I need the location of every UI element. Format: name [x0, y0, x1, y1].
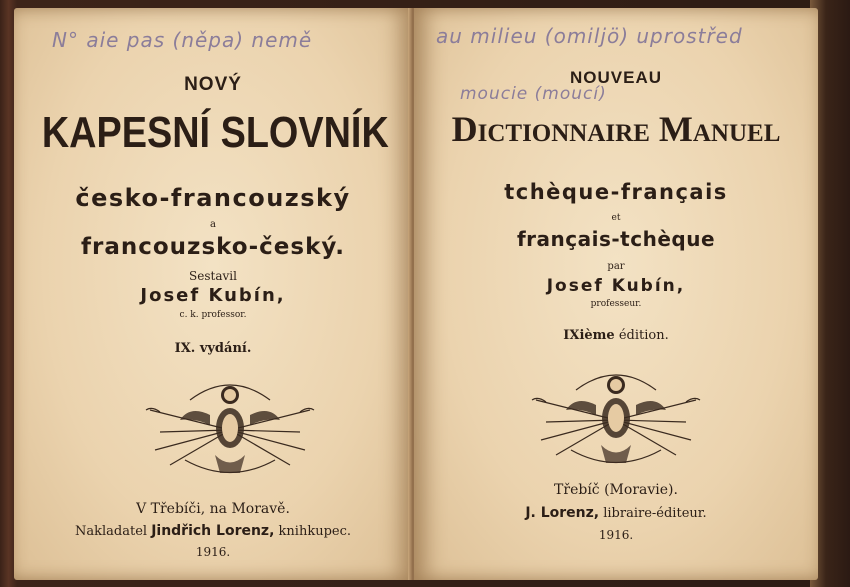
right-subtitle-2: français-tchèque: [516, 227, 716, 251]
right-title-main: Dictionnaire Manuel: [451, 109, 781, 149]
right-year: 1916.: [598, 528, 634, 542]
left-publisher-name: Jindřich Lorenz,: [151, 523, 275, 539]
right-conjunction: et: [611, 213, 621, 223]
left-cherub-ornament: [140, 370, 320, 480]
right-cherub-ornament: [526, 360, 706, 470]
right-edition: [414, 328, 818, 343]
right-subtitle-1: tchèque-français: [504, 180, 728, 204]
left-title-page: [14, 8, 412, 580]
right-title-top: NOUVEAU: [569, 68, 662, 87]
left-author: Josef Kubín,: [140, 285, 286, 306]
right-edition-word: édition.: [618, 328, 669, 343]
right-title-page: [414, 8, 818, 580]
right-publisher-suffix: libraire-éditeur.: [603, 506, 707, 521]
left-compiled-by: Sestavil: [189, 269, 237, 283]
right-edition-number: IXième: [563, 328, 615, 343]
left-year: 1916.: [195, 545, 231, 559]
handwritten-note-right-middle: moucie (moucí): [460, 84, 607, 104]
left-subtitle-2: francouzsko-český.: [81, 234, 345, 260]
right-publisher-line: [414, 505, 818, 521]
left-place: V Třebíči, na Moravě.: [136, 501, 290, 517]
left-publisher-suffix: knihkupec.: [278, 524, 352, 539]
right-compiled-by: par: [607, 261, 625, 272]
left-title-main: KAPESNÍ SLOVNÍK: [41, 108, 389, 157]
handwritten-note-right-top: au milieu (omiljö) uprostřed: [436, 24, 743, 48]
left-conjunction: a: [210, 219, 216, 230]
right-author-title: professeur.: [590, 299, 642, 309]
handwritten-note-left: N° aie pas (něpa) nemě: [52, 28, 313, 52]
left-publisher-line: [14, 523, 412, 539]
left-subtitle-1: česko-francouzský: [75, 184, 351, 212]
right-place: Třebíč (Moravie).: [554, 482, 678, 498]
right-author: Josef Kubín,: [546, 276, 686, 296]
left-edition: IX. vydání.: [174, 341, 252, 356]
left-title-top: NOVÝ: [184, 74, 242, 95]
left-author-title: c. k. professor.: [179, 310, 247, 320]
right-publisher-name: J. Lorenz,: [525, 505, 600, 521]
left-publisher-prefix: Nakladatel: [74, 524, 148, 539]
